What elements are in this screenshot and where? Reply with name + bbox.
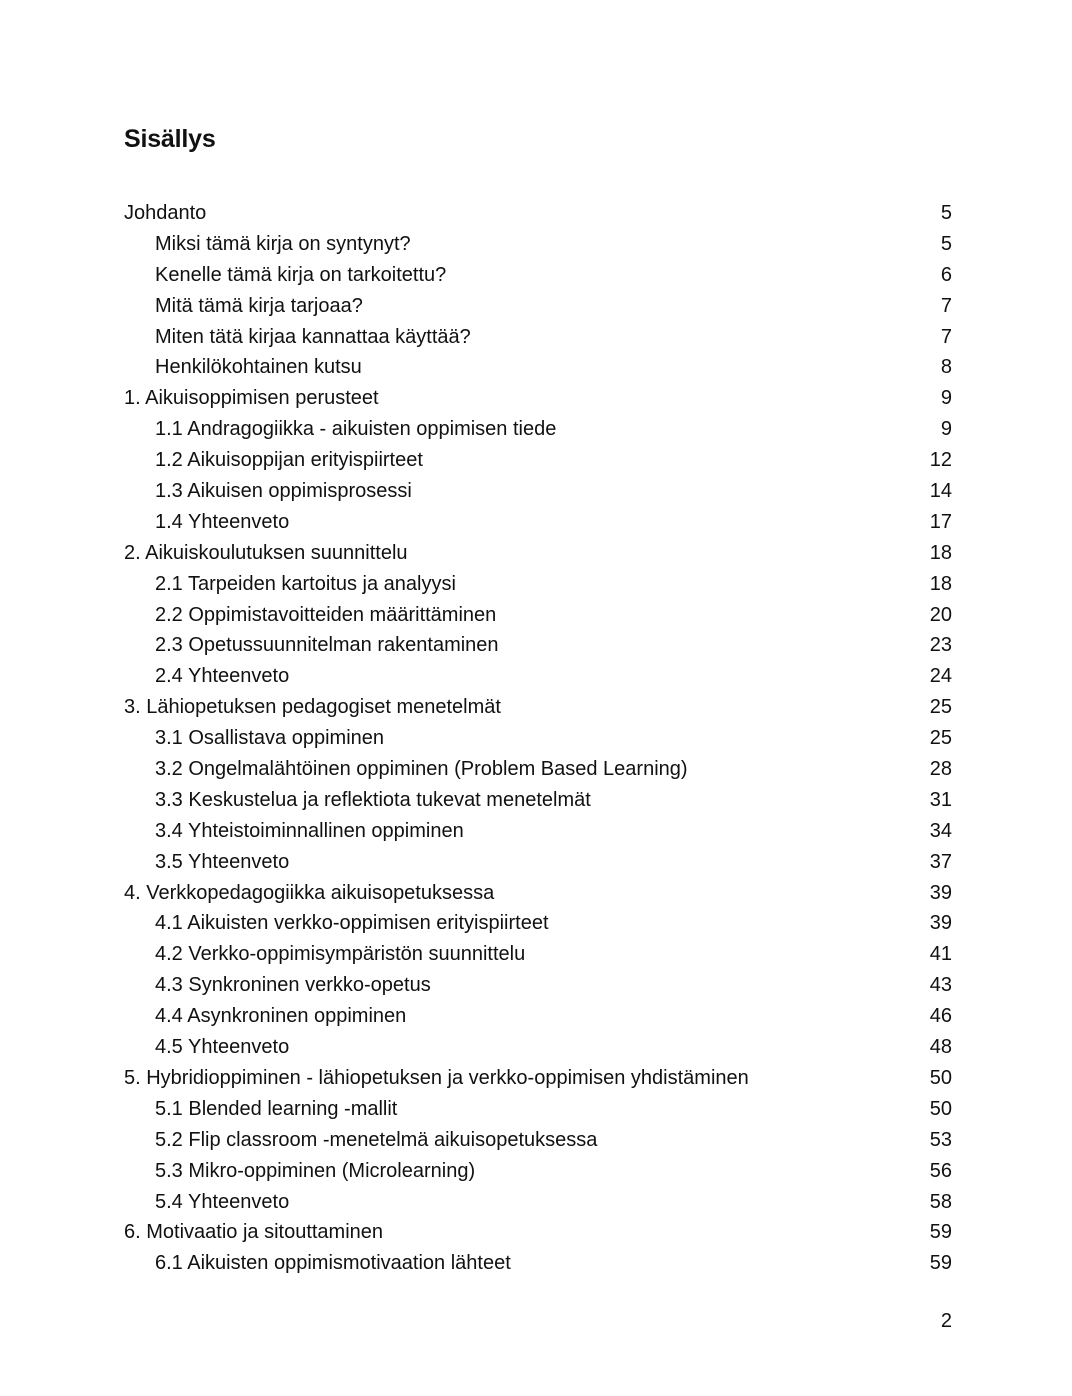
toc-section-entry[interactable]: [124, 260, 952, 291]
toc-entry-page-number: 39: [929, 912, 952, 935]
toc-entry-page-number: 59: [929, 1252, 952, 1275]
toc-entry-page-number: 9: [940, 387, 952, 410]
toc-section-entry[interactable]: [124, 630, 952, 661]
toc-section-entry[interactable]: [124, 661, 952, 692]
toc-entry-page-number: 46: [929, 1005, 952, 1028]
toc-entry-label: 5.2 Flip classroom -menetelmä aikuisopetuksessa: [155, 1128, 598, 1151]
toc-section-entry[interactable]: [124, 507, 952, 538]
toc-entry-page-number: 9: [940, 418, 952, 441]
toc-section-entry[interactable]: [124, 1187, 952, 1218]
toc-entry-page-number: 48: [929, 1036, 952, 1059]
toc-section-entry[interactable]: [124, 600, 952, 631]
toc-chapter-entry[interactable]: [124, 198, 952, 229]
toc-entry-label: 1.4 Yhteenveto: [155, 510, 290, 533]
toc-section-entry[interactable]: [124, 569, 952, 600]
toc-section-entry[interactable]: [124, 352, 952, 383]
toc-entry-label: 2.4 Yhteenveto: [155, 665, 290, 688]
toc-entry-label: Henkilökohtainen kutsu: [155, 356, 362, 379]
toc-entry-label: 5. Hybridioppiminen - lähiopetuksen ja verkko-oppimisen yhdistäminen: [124, 1066, 749, 1089]
toc-entry-page-number: 8: [940, 356, 952, 379]
toc-entry-label: Mitä tämä kirja tarjoaa?: [155, 294, 363, 317]
toc-entry-page-number: 34: [929, 819, 952, 842]
toc-entry-label: 6. Motivaatio ja sitouttaminen: [124, 1221, 384, 1244]
toc-entry-page-number: 6: [940, 263, 952, 286]
toc-entry-page-number: 5: [940, 232, 952, 255]
table-of-contents: [124, 198, 952, 1279]
toc-section-entry[interactable]: [124, 476, 952, 507]
toc-chapter-entry[interactable]: [124, 538, 952, 569]
toc-section-entry[interactable]: [124, 1248, 952, 1279]
toc-entry-label: 1. Aikuisoppimisen perusteet: [124, 387, 379, 410]
toc-entry-label: 4.5 Yhteenveto: [155, 1036, 290, 1059]
toc-entry-label: 2.1 Tarpeiden kartoitus ja analyysi: [155, 572, 456, 595]
toc-entry-page-number: 14: [929, 480, 952, 503]
toc-entry-page-number: 25: [929, 696, 952, 719]
toc-entry-page-number: 58: [929, 1190, 952, 1213]
toc-entry-page-number: 37: [929, 850, 952, 873]
page-title: Sisällys: [124, 125, 216, 153]
toc-section-entry[interactable]: [124, 816, 952, 847]
toc-entry-page-number: 20: [929, 603, 952, 626]
toc-entry-page-number: 17: [929, 510, 952, 533]
toc-entry-label: 5.3 Mikro-oppiminen (Microlearning): [155, 1159, 476, 1182]
toc-entry-page-number: 59: [929, 1221, 952, 1244]
toc-section-entry[interactable]: [124, 1094, 952, 1125]
toc-section-entry[interactable]: [124, 1156, 952, 1187]
toc-entry-label: 5.1 Blended learning -mallit: [155, 1097, 398, 1120]
toc-entry-label: 4.2 Verkko-oppimisympäristön suunnittelu: [155, 943, 526, 966]
toc-section-entry[interactable]: [124, 785, 952, 816]
toc-section-entry[interactable]: [124, 754, 952, 785]
toc-entry-page-number: 24: [929, 665, 952, 688]
toc-entry-page-number: 50: [929, 1066, 952, 1089]
toc-entry-label: 4.3 Synkroninen verkko-opetus: [155, 974, 431, 997]
toc-section-entry[interactable]: [124, 1125, 952, 1156]
toc-chapter-entry[interactable]: [124, 878, 952, 909]
toc-section-entry[interactable]: [124, 291, 952, 322]
toc-entry-label: 2.2 Oppimistavoitteiden määrittäminen: [155, 603, 497, 626]
toc-section-entry[interactable]: [124, 1001, 952, 1032]
toc-entry-page-number: 50: [929, 1097, 952, 1120]
page-number: 2: [940, 1310, 952, 1332]
toc-section-entry[interactable]: [124, 847, 952, 878]
toc-entry-label: Miten tätä kirjaa kannattaa käyttää?: [155, 325, 471, 348]
toc-section-entry[interactable]: [124, 970, 952, 1001]
toc-entry-label: 3.3 Keskustelua ja reflektiota tukevat menetelmät: [155, 788, 591, 811]
toc-section-entry[interactable]: [124, 229, 952, 260]
toc-entry-label: 4. Verkkopedagogiikka aikuisopetuksessa: [124, 881, 495, 904]
toc-entry-page-number: 12: [929, 449, 952, 472]
toc-entry-label: 5.4 Yhteenveto: [155, 1190, 290, 1213]
toc-entry-label: 4.1 Aikuisten verkko-oppimisen erityispiirteet: [155, 912, 549, 935]
toc-section-entry[interactable]: [124, 939, 952, 970]
toc-entry-page-number: 41: [929, 943, 952, 966]
toc-entry-page-number: 18: [929, 541, 952, 564]
toc-entry-page-number: 5: [940, 202, 952, 224]
toc-entry-page-number: 53: [929, 1128, 952, 1151]
toc-entry-page-number: 39: [929, 881, 952, 904]
toc-entry-page-number: 7: [940, 325, 952, 348]
toc-section-entry[interactable]: [124, 445, 952, 476]
toc-entry-label: 4.4 Asynkroninen oppiminen: [155, 1005, 407, 1028]
toc-entry-label: 3.5 Yhteenveto: [155, 850, 290, 873]
toc-entry-label: 1.2 Aikuisoppijan erityispiirteet: [155, 449, 423, 472]
toc-entry-label: 1.3 Aikuisen oppimisprosessi: [155, 480, 412, 503]
toc-entry-label: 2. Aikuiskoulutuksen suunnittelu: [124, 541, 408, 564]
toc-chapter-entry[interactable]: [124, 1063, 952, 1094]
toc-entry-page-number: 43: [929, 974, 952, 997]
toc-entry-label: 6.1 Aikuisten oppimismotivaation lähteet: [155, 1252, 511, 1275]
toc-section-entry[interactable]: [124, 723, 952, 754]
toc-entry-label: Johdanto: [124, 202, 207, 224]
toc-entry-label: 1.1 Andragogiikka - aikuisten oppimisen tiede: [155, 418, 557, 441]
toc-entry-label: 3.2 Ongelmalähtöinen oppiminen (Problem Based Learning): [155, 758, 688, 781]
toc-entry-page-number: 31: [929, 788, 952, 811]
toc-section-entry[interactable]: [124, 414, 952, 445]
toc-chapter-entry[interactable]: [124, 1217, 952, 1248]
toc-section-entry[interactable]: [124, 908, 952, 939]
toc-entry-page-number: 56: [929, 1159, 952, 1182]
toc-entry-label: Miksi tämä kirja on syntynyt?: [155, 232, 411, 255]
toc-entry-label: Kenelle tämä kirja on tarkoitettu?: [155, 263, 447, 286]
toc-entry-page-number: 7: [940, 294, 952, 317]
toc-entry-page-number: 18: [929, 572, 952, 595]
toc-chapter-entry[interactable]: [124, 692, 952, 723]
toc-entry-label: 3.4 Yhteistoiminnallinen oppiminen: [155, 819, 464, 842]
toc-entry-page-number: 25: [929, 727, 952, 750]
toc-entry-label: 3. Lähiopetuksen pedagogiset menetelmät: [124, 696, 501, 719]
toc-entry-label: 2.3 Opetussuunnitelman rakentaminen: [155, 634, 499, 657]
toc-section-entry[interactable]: [124, 1032, 952, 1063]
toc-entry-page-number: 28: [929, 758, 952, 781]
toc-chapter-entry[interactable]: [124, 383, 952, 414]
toc-entry-label: 3.1 Osallistava oppiminen: [155, 727, 385, 750]
toc-entry-page-number: 23: [929, 634, 952, 657]
toc-section-entry[interactable]: [124, 322, 952, 353]
